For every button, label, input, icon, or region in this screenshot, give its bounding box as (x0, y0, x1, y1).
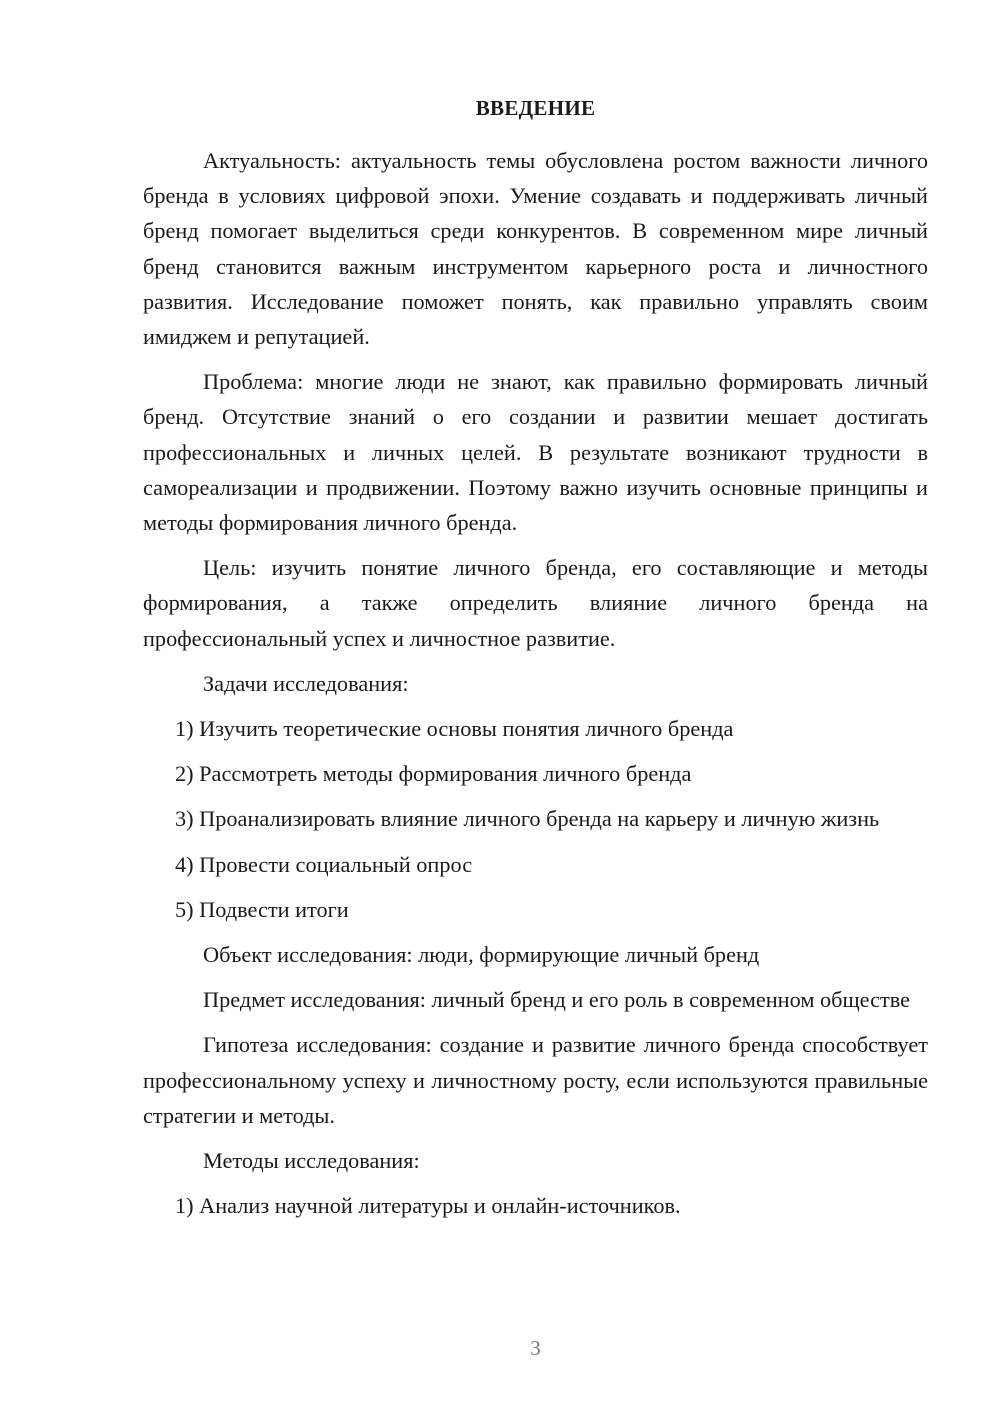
object-paragraph: Объект исследования: люди, формирующие личный бренд (203, 942, 760, 968)
page-title: ВВЕДЕНИЕ (475, 96, 596, 120)
task-item-1: 1) Изучить теоретические основы понятия личного бренда (175, 716, 734, 742)
task-item-5: 5) Подвести итоги (175, 896, 349, 922)
page-number: 3 (530, 1336, 541, 1360)
task-item-3: 3) Проанализировать влияние личного бренда на карьеру и личную жизнь (175, 806, 880, 832)
method-item-1: 1) Анализ научной литературы и онлайн-источников. (175, 1193, 681, 1219)
task-item-2: 2) Рассмотреть методы формирования личного бренда (175, 761, 692, 787)
hypothesis-paragraph: Гипотеза исследования: создание и развитие личного бренда способствует профессиональному успеху и личностному росту, если используются правильные стратегии и методы. (143, 1032, 928, 1128)
goal-paragraph: Цель: изучить понятие личного бренда, его составляющие и методы формирования, а также определить влияние личного бренда на профессиональный успех и личностное развитие. (143, 555, 928, 651)
problem-paragraph: Проблема: многие люди не знают, как правильно формировать личный бренд. Отсутствие знаний о его создании и развитии мешает достигать профессиональных и личных целей. В результате возникают трудности в самореализации и продвижении. Поэтому важно изучить основные принципы и методы формирования личного бренда. (143, 369, 928, 536)
relevance-paragraph: Актуальность: актуальность темы обусловлена ростом важности личного бренда в условиях цифровой эпохи. Умение создавать и поддерживать личный бренд помогает выделиться среди конкурентов. В современном мире личный бренд становится важным инструментом карьерного роста и личностного развития. Исследование поможет понять, как правильно управлять своим имиджем и репутацией. (143, 148, 928, 350)
document-page (143, 0, 928, 1414)
document-body (143, 143, 928, 1233)
methods-title: Методы исследования: (203, 1148, 420, 1174)
task-item-4: 4) Провести социальный опрос (175, 851, 473, 877)
subject-paragraph: Предмет исследования: личный бренд и его роль в современном обществе (203, 987, 911, 1013)
tasks-title: Задачи исследования: (203, 670, 409, 696)
